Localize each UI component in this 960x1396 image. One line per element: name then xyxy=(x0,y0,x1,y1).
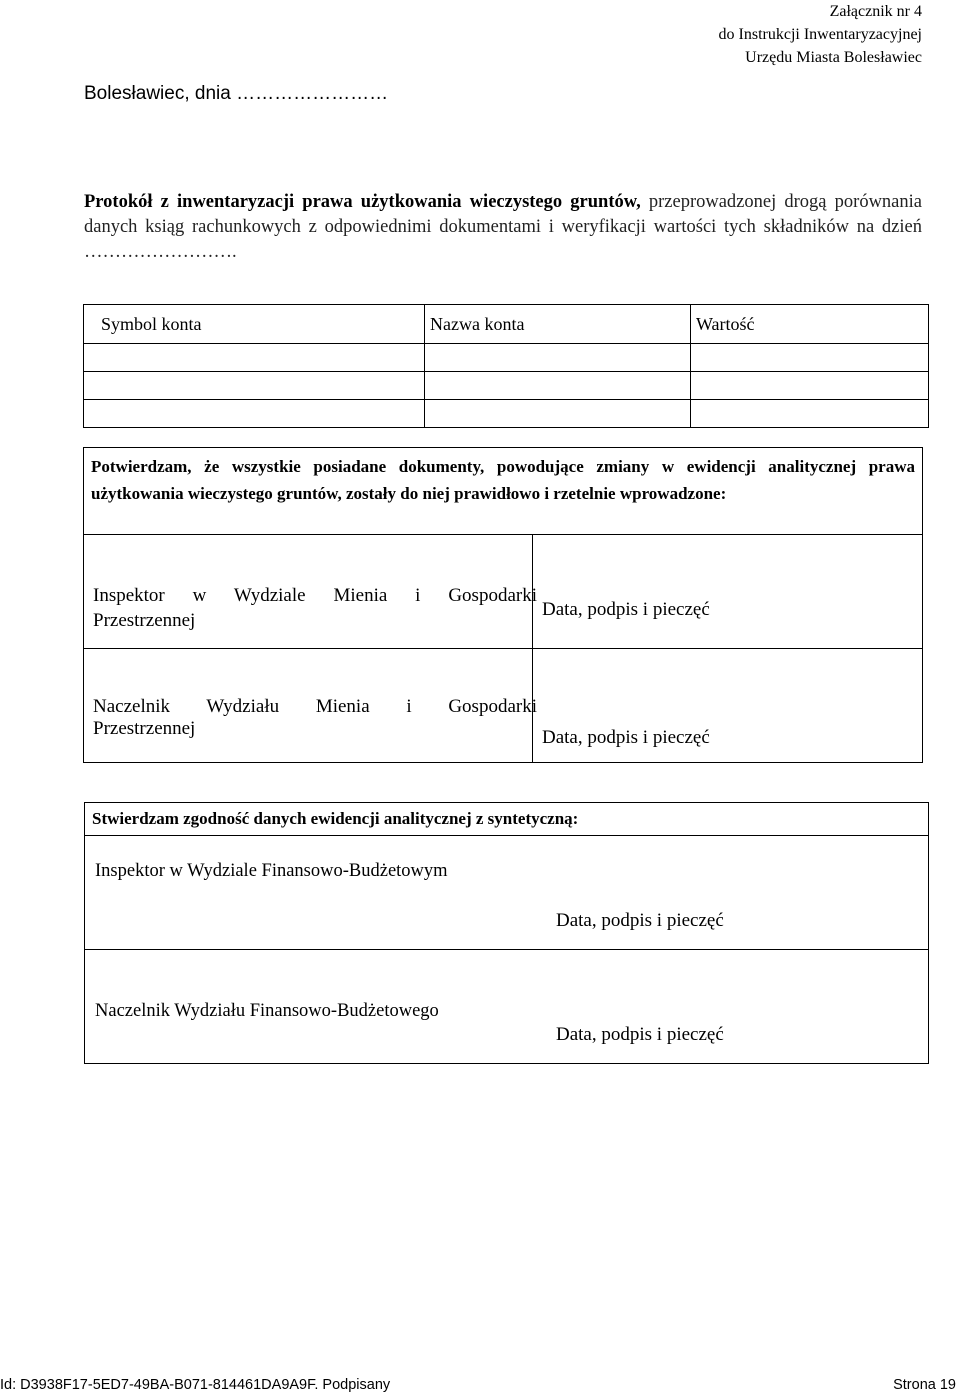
table-cell[interactable] xyxy=(425,400,691,428)
attachment-header xyxy=(719,0,922,69)
table-cell[interactable] xyxy=(691,372,929,400)
protocol-title xyxy=(84,190,922,265)
signer-role-line2: Przestrzennej xyxy=(93,610,196,631)
page-number: Strona 19 xyxy=(893,1377,956,1393)
confirmation-table xyxy=(83,447,923,763)
signer-cell xyxy=(84,535,537,649)
protocol-title-bold: Protokół z inwentaryzacji prawa użytkowania wieczystego gruntów, xyxy=(84,192,641,212)
verification-table xyxy=(84,802,929,1064)
verification-statement: Stwierdzam zgodność danych ewidencji analitycznej z syntetyczną: xyxy=(85,803,929,836)
signer-role xyxy=(93,696,537,740)
signature-block[interactable] xyxy=(85,836,929,950)
accounts-table-header xyxy=(84,305,929,344)
signer-cell xyxy=(84,649,537,763)
signature-label: Data, podpis i pieczęć xyxy=(542,599,710,620)
attachment-line-3: Urzędu Miasta Bolesławiec xyxy=(745,49,922,66)
header-symbol: Symbol konta xyxy=(84,305,425,344)
attachment-line-2: do Instrukcji Inwentaryzacyjnej xyxy=(718,26,922,43)
signature-label: Data, podpis i pieczęć xyxy=(556,1024,724,1045)
table-cell[interactable] xyxy=(84,400,425,428)
document-id: Id: D3938F17-5ED7-49BA-B071-814461DA9A9F. Podpisany xyxy=(0,1377,391,1393)
signer-role-line1: Inspektor w Wydziale Mienia i Gospodarki xyxy=(93,585,537,606)
signature-field[interactable] xyxy=(533,535,923,649)
table-cell[interactable] xyxy=(691,400,929,428)
signature-field[interactable] xyxy=(533,649,923,763)
signer-role-line2: Przestrzennej xyxy=(93,718,196,739)
table-cell[interactable] xyxy=(425,372,691,400)
header-value: Wartość xyxy=(691,305,929,344)
signer-role: Naczelnik Wydziału Finansowo-Budżetowego xyxy=(95,1001,439,1021)
accounts-table xyxy=(83,304,929,428)
header-name: Nazwa konta xyxy=(425,305,691,344)
table-cell[interactable] xyxy=(84,372,425,400)
table-cell[interactable] xyxy=(425,344,691,372)
protocol-title-rest: przeprowadzonej drogą porównania danych ksiąg rachunkowych z odpowiednimi dokumentami i weryfikacji wartości tych składników na dzień ……………………. xyxy=(84,192,922,262)
confirmation-statement: Potwierdzam, że wszystkie posiadane dokumenty, powodujące zmiany w ewidencji analitycznej prawa użytkowania wieczystego gruntów, zostały do niej prawidłowo i rzetelnie wprowadzone: xyxy=(84,448,923,535)
attachment-line-1: Załącznik nr 4 xyxy=(829,3,922,20)
signature-block[interactable] xyxy=(85,950,929,1064)
table-row xyxy=(84,344,929,372)
place-and-date: Bolesławiec, dnia …………………… xyxy=(84,83,389,104)
table-row xyxy=(84,372,929,400)
signer-role: Inspektor w Wydziale Finansowo-Budżetowym xyxy=(95,861,448,881)
signature-label: Data, podpis i pieczęć xyxy=(556,910,724,931)
table-cell[interactable] xyxy=(84,344,425,372)
signer-role-line1: Naczelnik Wydziału Mienia i Gospodarki xyxy=(93,696,537,717)
table-row xyxy=(84,400,929,428)
table-cell[interactable] xyxy=(691,344,929,372)
signature-label: Data, podpis i pieczęć xyxy=(542,727,710,748)
signer-role xyxy=(93,583,537,633)
